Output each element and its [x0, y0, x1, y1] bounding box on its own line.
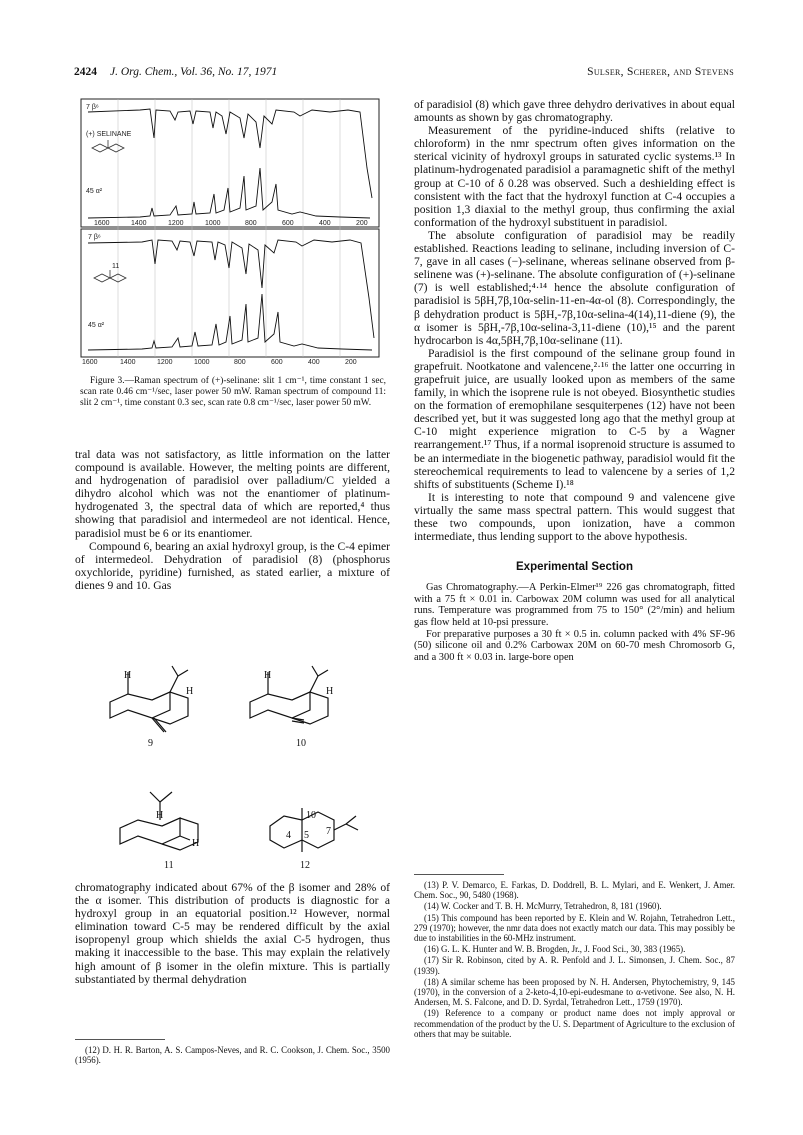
bottom-spectrum-frame: [81, 229, 379, 357]
footnote-18: (18) A similar scheme has been proposed by N. H. Andersen, Phytochemistry, 9, 145 (1970), in the conversion of a 2-keto-4,10-epi-eudesmane to α-vetivone. See also, N. H. Andersen, M. S. Falcone, and D. D. Syrdal, Tetrahedron Lett., 1759 (1970).: [414, 976, 735, 1008]
right-footnotes: [414, 880, 735, 1040]
structure-12-position-label: 4: [286, 830, 291, 841]
journal-citation: J. Org. Chem., Vol. 36, No. 17, 1971: [110, 66, 278, 78]
spectrum-gridlines: [118, 99, 340, 357]
bottom-spectrum-trace-lower: [88, 294, 372, 350]
left-column-text-top: [75, 448, 390, 592]
left-footnotes: [75, 1045, 390, 1066]
footnote-13: (13) P. V. Demarco, E. Farkas, D. Doddrell, B. L. Mylari, and E. Wenkert, J. Amer. Chem. Soc., 90, 5480 (1968).: [414, 880, 735, 901]
bottom-axis-tick: 1000: [194, 359, 210, 366]
structure-10-bonds: [250, 666, 328, 724]
bottom-axis-tick: 200: [345, 359, 357, 366]
structure-10-h-label: H: [264, 670, 272, 681]
experimental-text: [414, 582, 735, 663]
running-header: [74, 66, 734, 82]
footnote-14: (14) W. Cocker and T. B. H. McMurry, Tetrahedron, 8, 181 (1960).: [424, 901, 662, 912]
structures-11-12: [80, 762, 390, 872]
top-gain-label-b: 45 α²: [86, 188, 103, 195]
selinane-inset-structure: [92, 140, 124, 152]
top-axis-tick: 1400: [131, 220, 147, 227]
structure-11-h-label: H: [192, 838, 200, 849]
right-column-text: [414, 98, 735, 663]
bottom-gain-label-a: 7 β⁶: [88, 234, 101, 241]
top-axis-tick: 400: [319, 220, 331, 227]
bottom-axis-tick: 800: [234, 359, 246, 366]
top-axis-tick: 1000: [205, 220, 221, 227]
structure-10-h-label: H: [326, 686, 334, 697]
raman-spectra-figure: [80, 98, 380, 366]
structure-9-number: 9: [148, 738, 153, 748]
section-heading: Experimental Section: [516, 561, 633, 574]
structure-9-h-label: H: [124, 670, 132, 681]
bottom-axis-tick: 600: [271, 359, 283, 366]
raman-spectra-plot: [80, 98, 380, 366]
body-paragraph: It is interesting to note that compound 9 and valencene give virtually the same mass spectral pattern. This would suggest that these two compounds, upon ionization, have a common intermediate, thus lending support to the above hypothesis.: [414, 490, 735, 544]
footnote-rule-left: [75, 1039, 165, 1040]
structure-11-h-label: H: [156, 810, 164, 821]
structure-12-position-label: 5: [304, 830, 309, 841]
structure-9-bonds: [110, 666, 188, 732]
top-axis-tick: 1200: [168, 220, 184, 227]
body-paragraph: of paradisiol (8) which gave three dehydro derivatives in about equal amounts as shown by gas chromatography.: [414, 98, 735, 125]
footnote-17: (17) Sir R. Robinson, cited by A. R. Penfold and J. L. Simonsen, J. Chem. Soc., 87 (1939).: [414, 955, 735, 976]
figure-caption: Figure 3.—Raman spectrum of (+)-selinane: slit 1 cm⁻¹, time constant 1 sec, scan rate 0.46 cm⁻¹/sec, laser power 50 mW. Raman spectrum of compound 11: slit 2 cm⁻¹, time constant 0.3 sec, scan rate 0.8 cm⁻¹/sec, laser power 50 mW.: [80, 376, 386, 408]
structure-10-number: 10: [296, 738, 306, 748]
structure-12-position-label: 10: [306, 810, 316, 821]
body-paragraph: tral data was not satisfactory, as little information on the latter compound is available. However, the melting points are different, and hydrogenation of paradisiol over palladium/C yielded a dihydro alcohol which was not the enantiomer of platinum-hydrogenated 3, the spectral data of which are reported,⁴ thus showing that paradisiol and intermedeol are not identical. Hence, paradisiol must be 6 or its enantiomer.: [75, 448, 390, 540]
top-axis-tick: 200: [356, 220, 368, 227]
footnote-19: (19) Reference to a company or product name does not imply approval or recommendation of the product by the U. S. Department of Agriculture to the exclusion of others that may be suitable.: [414, 1008, 735, 1039]
footnote-15: (15) This compound has been reported by E. Klein and W. Rojahn, Tetrahedron Lett., 279 (1970); however, the nmr data does not exactly match our data. This may possibly be due to instabilities in the 60-MHz instrument.: [414, 912, 735, 944]
bottom-axis-tick: 1400: [120, 359, 136, 366]
bottom-axis-tick: 1200: [157, 359, 173, 366]
left-column-text-bottom: [75, 881, 390, 986]
top-panel-label: (+) SELINANE: [86, 131, 132, 138]
body-paragraph: Compound 6, bearing an axial hydroxyl group, is the C-4 epimer of intermedeol. Dehydration of paradisiol (8) (phosphorus oxychloride, pyridine) furnished, as stated earlier, a mixture of dienes 9 and 10. Gas: [75, 539, 390, 592]
structure-9-h-label: H: [186, 686, 194, 697]
bottom-gain-label-b: 45 α²: [88, 322, 105, 329]
body-paragraph: The absolute configuration of paradisiol may be readily established. Reactions leading to selinane, including inversion of C-7, gave in all cases (−)-selinane, whereas selinane observed from β-selinene was (+)-selinane. The absolute configuration of (+)-selinane (7) is well established;⁴·¹⁴ hence the absolute configuration of paradisiol is 5βH,7β,10α-selin-11-en-4α-ol (8). Correspondingly, the β dehydration product is 5βH,-7β,10α-selina-4(14),11-diene (9), the α isomer is 5βH,-7β,10α-selina-3,11-diene (10),¹⁵ and the parent hydrocarbon is 4α,5βH,7β,10α-selinane (11).: [414, 228, 735, 347]
top-spectrum-trace-upper: [88, 109, 372, 198]
experimental-paragraph: For preparative purposes a 30 ft × 0.5 in. column packed with 4% SF-96 (50) silicone oil and 0.2% Carbowax 20M on 60-70 mesh Chromosorb G, and a 300 ft × 0.03 in. large-bore open: [414, 628, 735, 663]
bottom-axis-tick: 400: [308, 359, 320, 366]
structure-12-number: 12: [300, 860, 310, 871]
structure-11-number: 11: [164, 860, 174, 871]
structure-12-position-label: 7: [326, 826, 331, 837]
body-paragraph: chromatography indicated about 67% of the β isomer and 28% of the α isomer. This distribution of products is diagnostic for a hydroxyl group in an equatorial position.¹² However, normal elimination toward C-5 may be rendered difficult by the axial isopropenyl group which shields the axial C-5 hydrogen, thus making it inaccessible to the base. This may explain the relatively high amount of β isomer in the olefin mixture. This is partially substantiated by thermal dehydration: [75, 881, 390, 986]
structure-11-bonds: [120, 792, 198, 850]
body-paragraph: Measurement of the pyridine-induced shifts (relative to chloroform) in the nmr spectrum often gives information on the sterical vicinity of hydroxyl groups in saturated cyclic systems.¹³ In platinum-hydrogenated paradisiol a paramagnetic shift of the methyl group at C-10 of δ 0.28 was observed. Such a deshielding effect is consistent with the fact that the hydroxyl function at C-4 occupies a position 1,3 diaxial to the methyl group, thus confirming the axial conformation of the hydroxyl substituent in paradisiol.: [414, 124, 735, 229]
footnote-rule-right: [414, 874, 504, 875]
bottom-spectrum-trace-upper: [88, 240, 374, 338]
footnote-12: (12) D. H. R. Barton, A. S. Campos-Neves, and R. C. Cookson, J. Chem. Soc., 3500 (1956).: [75, 1045, 390, 1066]
top-axis-tick: 800: [245, 220, 257, 227]
compound-11-inset-label: 11: [112, 263, 120, 270]
body-paragraph: Paradisiol is the first compound of the selinane group found in grapefruit. Nootkatone and valencene,²·¹⁶ the latter one occurring in grapefruit juice, are usually looked upon as members of the same family, in which the isoprene rule is not obeyed. Biosynthetic studies on the formation of eremophilane sesquiterpenes (12) have not been described yet, but it was suggested long ago that the methyl group at C-10 might experience migration to C-5 by a Wagner rearrangement.¹⁷ Thus, if a normal isoprenoid structure is assumed to be an intermediate in the biogenetic pathway, paradisiol would fit the stereochemical requirements to lead to valencene by a series of 1,2 shifts of substituents (Scheme I).¹⁸: [414, 346, 735, 491]
running-authors: Sulser, Scherer, and Stevens: [587, 66, 734, 78]
bottom-axis-tick: 1600: [82, 359, 98, 366]
compound-11-inset-structure: [94, 270, 126, 282]
footnote-16: (16) G. L. K. Hunter and W. B. Brogden, Jr., J. Food Sci., 30, 383 (1965).: [424, 944, 686, 955]
top-axis-tick: 600: [282, 220, 294, 227]
experimental-paragraph: Gas Chromatography.—A Perkin-Elmer¹⁹ 226 gas chromatograph, fitted with a 75 ft × 0.01 in. Carbowax 20M column was used for all analytical runs. Temperature was programmed from 75 to 150° (2°/min) and helium gas flow held at 10-psi pressure.: [414, 582, 735, 629]
top-axis-tick: 1600: [94, 220, 110, 227]
top-gain-label-a: 7 β⁶: [86, 104, 99, 111]
page-number: 2424: [74, 66, 97, 78]
structures-9-10: [80, 648, 390, 748]
